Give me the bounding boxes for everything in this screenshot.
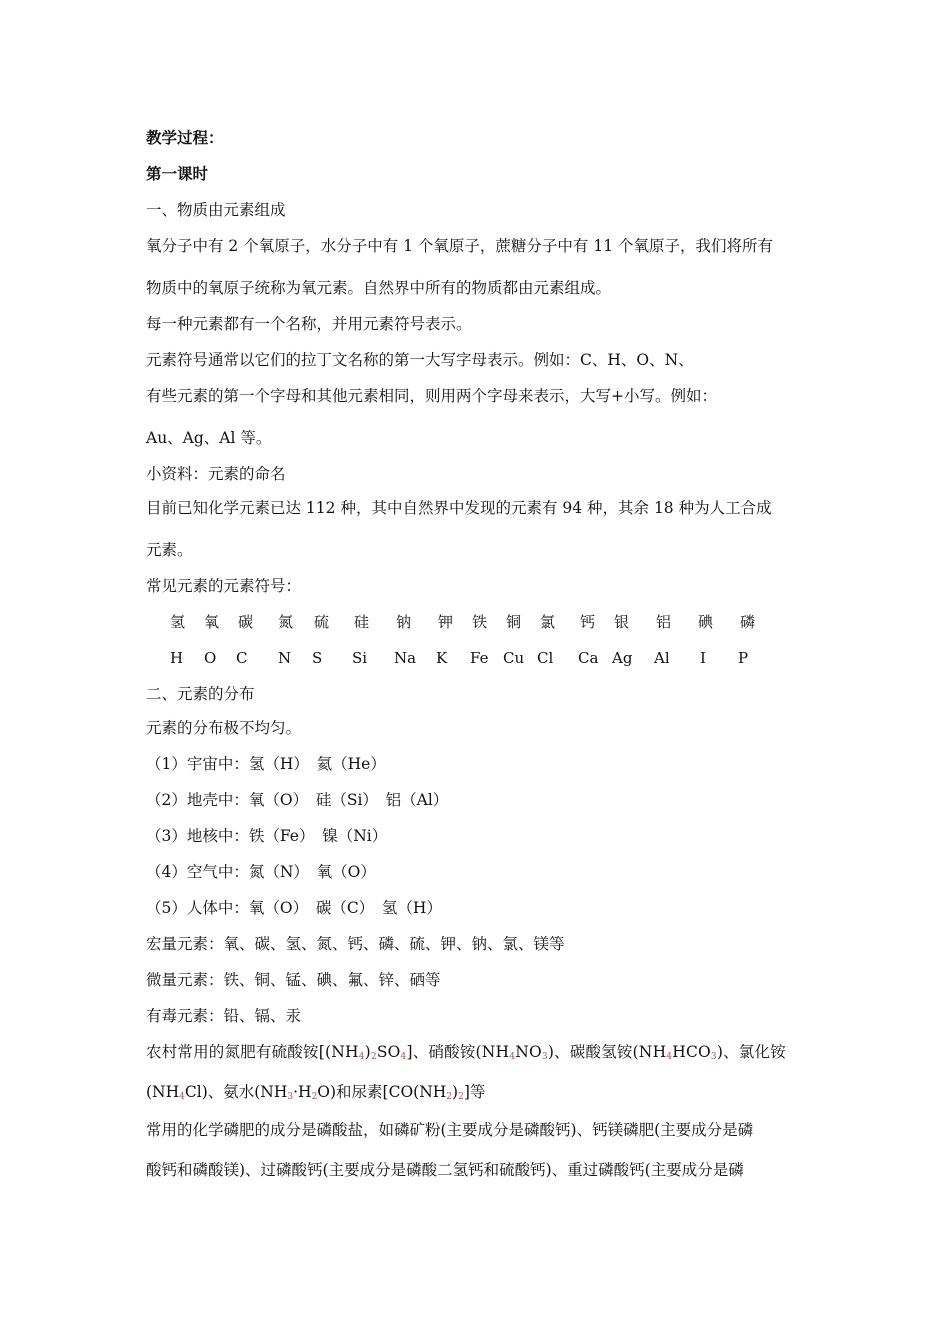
distribution-air: （4）空气中：氮（N） 氧（O） xyxy=(146,863,376,881)
element-name: 硫 xyxy=(314,613,330,631)
paragraph-6-line-1: 目前已知化学元素已达 112 种，其中自然界中发现的元素有 94 种，其余 18 种为人工合成 xyxy=(146,499,772,517)
element-name: 磷 xyxy=(740,613,756,631)
element-name: 钾 xyxy=(438,613,454,631)
nitrogen-fertilizer-line-2: $(NH_4Cl)$、氨水$(NH_3\cdot H_2O)$和尿素$[CO(NH_2)_2]$等 xyxy=(146,1083,486,1102)
distribution-universe: （1）宇宙中：氢（H） 氦（He） xyxy=(146,755,386,773)
distribution-body: （5）人体中：氧（O） 碳（C） 氢（H） xyxy=(146,899,442,917)
paragraph-5: 小资料：元素的命名 xyxy=(146,465,286,483)
element-name: 氮 xyxy=(278,613,294,631)
element-name: 碳 xyxy=(238,613,254,631)
element-symbol: K xyxy=(436,649,448,667)
element-name: 银 xyxy=(614,613,630,631)
section-1-title: 一、物质由元素组成 xyxy=(146,201,286,219)
element-name: 氯 xyxy=(540,613,556,631)
element-name: 钠 xyxy=(396,613,412,631)
paragraph-1-line-2: 物质中的氧原子统称为氧元素。自然界中所有的物质都由元素组成。 xyxy=(146,279,612,297)
macro-elements: 宏量元素：氧、碳、氢、氮、钙、磷、硫、钾、钠、氯、镁等 xyxy=(146,935,565,953)
paragraph-3: 元素符号通常以它们的拉丁文名称的第一大写字母表示。例如：C、H、O、N、 xyxy=(146,351,694,369)
section-2-title: 二、元素的分布 xyxy=(146,685,255,703)
element-symbol: P xyxy=(738,649,749,667)
element-symbol: Cu xyxy=(503,649,525,667)
element-symbol: I xyxy=(700,649,706,667)
element-symbol: O xyxy=(204,649,217,667)
paragraph-4-line-1: 有些元素的第一个字母和其他元素相同，则用两个字母来表示，大写+小写。例如： xyxy=(146,387,717,405)
phosphate-fertilizer-line-1: 常用的化学磷肥的成分是磷酸盐，如磷矿粉(主要成分是磷酸钙)、钙镁磷肥(主要成分是磷 xyxy=(146,1121,754,1139)
micro-elements: 微量元素：铁、铜、锰、碘、氟、锌、硒等 xyxy=(146,971,441,989)
element-name: 铝 xyxy=(656,613,672,631)
element-symbol: Cl xyxy=(537,649,554,667)
element-name: 钙 xyxy=(580,613,596,631)
element-symbol: H xyxy=(170,649,184,667)
element-symbol: Ag xyxy=(612,649,633,667)
element-name: 碘 xyxy=(698,613,714,631)
element-symbol: Si xyxy=(352,649,368,667)
element-name: 氧 xyxy=(204,613,220,631)
element-symbol: Ca xyxy=(578,649,599,667)
paragraph-8: 元素的分布极不均匀。 xyxy=(146,719,302,737)
heading-teaching-process: 教学过程： xyxy=(146,128,224,147)
paragraph-4-line-2: Au、Ag、Al 等。 xyxy=(146,429,272,447)
element-symbol: Na xyxy=(394,649,417,667)
element-symbol: Fe xyxy=(470,649,489,667)
element-name: 硅 xyxy=(354,613,370,631)
phosphate-fertilizer-line-2: 酸钙和磷酸镁)、过磷酸钙(主要成分是磷酸二氢钙和硫酸钙)、重过磷酸钙(主要成分是磷 xyxy=(146,1161,744,1179)
element-symbol: S xyxy=(312,649,323,667)
element-name: 铜 xyxy=(506,613,522,631)
distribution-core: （3）地核中：铁（Fe） 镍（Ni） xyxy=(146,827,388,845)
toxic-elements: 有毒元素：铅、镉、汞 xyxy=(146,1007,302,1025)
element-name: 铁 xyxy=(472,613,488,631)
element-symbol: C xyxy=(236,649,248,667)
paragraph-1-line-1: 氧分子中有 2 个氧原子，水分子中有 1 个氧原子，蔗糖分子中有 11 个氧原子，我们将所有 xyxy=(146,237,774,255)
element-symbol: N xyxy=(278,649,292,667)
element-name: 氢 xyxy=(170,613,186,631)
distribution-crust: （2）地壳中：氧（O） 硅（Si） 铝（Al） xyxy=(146,791,449,809)
heading-first-lesson: 第一课时 xyxy=(146,164,209,183)
paragraph-7: 常见元素的元素符号： xyxy=(146,577,302,595)
paragraph-2: 每一种元素都有一个名称，并用元素符号表示。 xyxy=(146,315,472,333)
nitrogen-fertilizer-line-1: 农村常用的氮肥有硫酸铵$[(NH_4)_2SO_4]$、硝酸铵$(NH_4NO_3)$、碳酸氢铵$(NH_4HCO_3)$、氯化铵 xyxy=(146,1043,786,1062)
paragraph-6-line-2: 元素。 xyxy=(146,541,193,559)
element-symbol: Al xyxy=(654,649,670,667)
